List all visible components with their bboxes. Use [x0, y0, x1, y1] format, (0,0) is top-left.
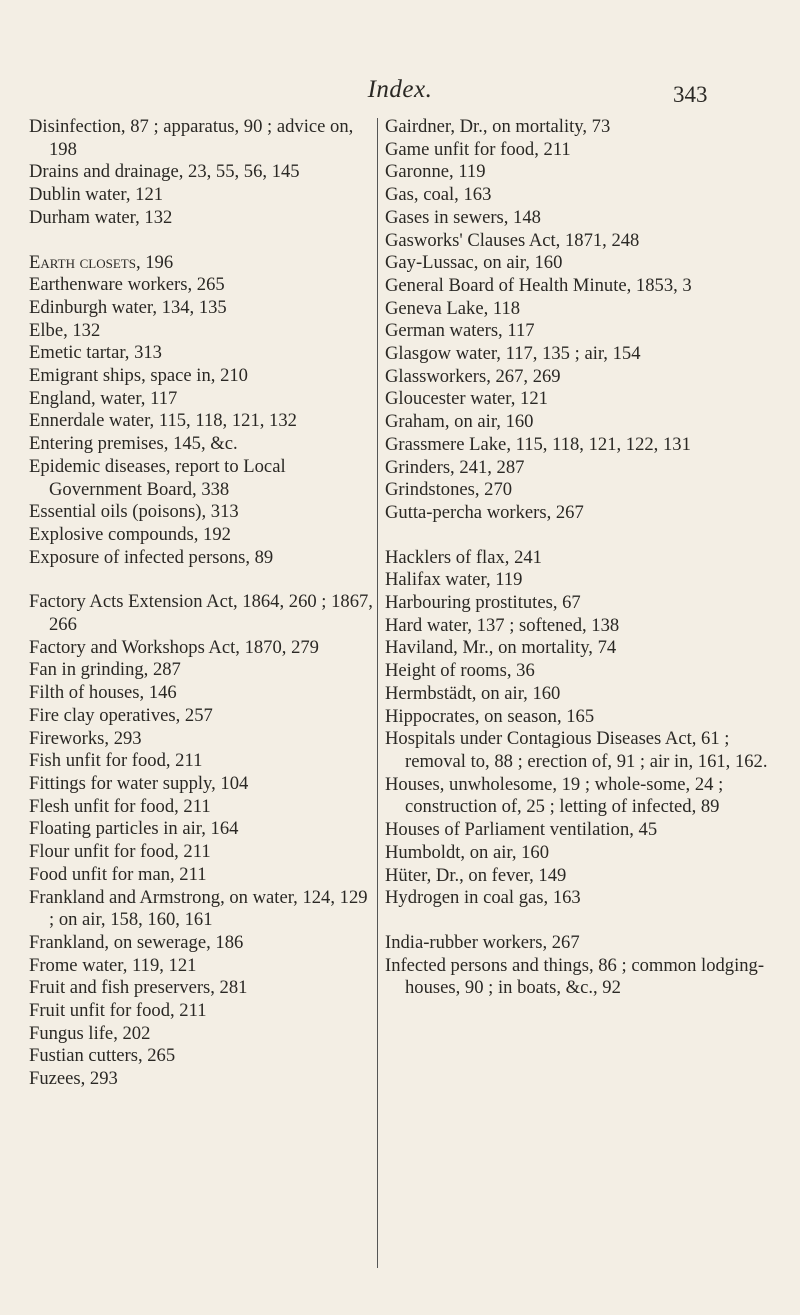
- index-entry: Edinburgh water, 134, 135: [29, 296, 227, 318]
- index-entry: Emigrant ships, space in, 210: [29, 365, 248, 387]
- index-entry: Gay-Lussac, on air, 160: [385, 252, 563, 274]
- index-entry: Humboldt, on air, 160: [385, 841, 550, 863]
- index-entry: Grassmere Lake, 115, 118, 121, 122, 131: [385, 433, 691, 455]
- index-entry: Epidemic diseases, report to Local Government Board, 338: [29, 455, 286, 500]
- index-entry: Gairdner, Dr., on mortality, 73: [385, 116, 611, 137]
- index-section-h: [385, 547, 768, 910]
- index-entry: Garonne, 119: [385, 161, 486, 183]
- index-entry: Graham, on air, 160: [385, 411, 534, 433]
- index-entry: Food unfit for man, 211: [29, 863, 207, 885]
- index-section-i: [385, 932, 768, 1000]
- index-entry: Earth closets, 196: [29, 251, 174, 273]
- index-entry: Fustian cutters, 265: [29, 1045, 176, 1067]
- index-entry: Frankland and Armstrong, on water, 124, 129 ; on air, 158, 160, 161: [29, 886, 368, 931]
- index-entry: Flour unfit for food, 211: [29, 841, 211, 863]
- index-section-g: [385, 116, 768, 525]
- index-entry: Frankland, on sewerage, 186: [29, 931, 244, 953]
- index-entry: Hermbstädt, on air, 160: [385, 682, 561, 704]
- index-entry: Factory and Workshops Act, 1870, 279: [29, 636, 319, 658]
- index-entry: Floating particles in air, 164: [29, 818, 239, 840]
- index-entry: Factory Acts Extension Act, 1864, 260 ; 1867, 266: [29, 591, 373, 636]
- index-entry: Dublin water, 121: [29, 184, 164, 206]
- index-entry: Fuzees, 293: [29, 1068, 118, 1090]
- index-entry: Hospitals under Contagious Diseases Act, 61 ; removal to, 88 ; erection of, 91 ; air in, 161, 162.: [385, 728, 768, 772]
- index-entry: England, water, 117: [29, 387, 178, 409]
- index-entry: Hard water, 137 ; softened, 138: [385, 614, 620, 636]
- index-entry: Glasgow water, 117, 135 ; air, 154: [385, 343, 641, 365]
- index-entry: Gases in sewers, 148: [385, 206, 541, 228]
- index-entry: Gutta-percha workers, 267: [385, 501, 584, 523]
- index-entry: Emetic tartar, 313: [29, 342, 162, 364]
- index-entry: Fire clay operatives, 257: [29, 704, 213, 726]
- index-section-e: [29, 252, 374, 570]
- index-entry: Gloucester water, 121: [385, 388, 548, 410]
- index-entry: Haviland, Mr., on mortality, 74: [385, 637, 617, 659]
- index-entry: Height of rooms, 36: [385, 660, 535, 682]
- right-column: [385, 116, 768, 1022]
- index-entry: Flesh unfit for food, 211: [29, 795, 211, 817]
- index-entry: Hacklers of flax, 241: [385, 546, 542, 568]
- index-entry: Elbe, 132: [29, 319, 101, 341]
- index-entry: Halifax water, 119: [385, 569, 523, 591]
- index-entry: Harbouring prostitutes, 67: [385, 592, 581, 614]
- index-entry: Hippocrates, on season, 165: [385, 705, 595, 727]
- index-entry: Drains and drainage, 23, 55, 56, 145: [29, 161, 300, 183]
- left-column: [29, 116, 374, 1113]
- index-entry: Disinfection, 87 ; apparatus, 90 ; advice on, 198: [29, 116, 354, 160]
- index-entry: Grinders, 241, 287: [385, 456, 525, 478]
- index-entry: Hydrogen in coal gas, 163: [385, 887, 581, 909]
- index-entry: Frome water, 119, 121: [29, 954, 197, 976]
- index-entry: Gasworks' Clauses Act, 1871, 248: [385, 229, 640, 251]
- index-entry: Infected persons and things, 86 ; common lodging-houses, 90 ; in boats, &c., 92: [385, 954, 765, 999]
- index-entry: Explosive compounds, 192: [29, 523, 231, 545]
- index-entry: Exposure of infected persons, 89: [29, 546, 274, 568]
- index-entry: India-rubber workers, 267: [385, 931, 580, 953]
- index-entry: Fittings for water supply, 104: [29, 772, 249, 794]
- index-entry: Essential oils (poisons), 313: [29, 501, 239, 523]
- index-entry: Fish unfit for food, 211: [29, 750, 203, 772]
- index-entry: Earthenware workers, 265: [29, 274, 225, 296]
- page-title: Index.: [367, 76, 433, 103]
- index-entry: Fruit unfit for food, 211: [29, 1000, 207, 1022]
- index-entry: Gas, coal, 163: [385, 184, 492, 206]
- index-entry: Filth of houses, 146: [29, 682, 177, 704]
- index-entry: Fan in grinding, 287: [29, 659, 181, 681]
- index-entry: Geneva Lake, 118: [385, 297, 521, 319]
- index-entry: General Board of Health Minute, 1853, 3: [385, 274, 692, 296]
- index-entry: Grindstones, 270: [385, 479, 513, 501]
- index-entry: Fruit and fish preservers, 281: [29, 977, 248, 999]
- page-number: 343: [673, 82, 708, 107]
- index-section-f: [29, 591, 374, 1090]
- index-entry: Fireworks, 293: [29, 727, 142, 749]
- index-entry: Houses of Parliament ventilation, 45: [385, 819, 658, 841]
- index-entry: German waters, 117: [385, 320, 535, 342]
- index-entry: Hüter, Dr., on fever, 149: [385, 864, 567, 886]
- index-entry: Fungus life, 202: [29, 1022, 151, 1044]
- index-entry: Glassworkers, 267, 269: [385, 365, 561, 387]
- index-entry: Houses, unwholesome, 19 ; whole-some, 24 ; construction of, 25 ; letting of infected, 89: [385, 773, 724, 818]
- index-entry: Entering premises, 145, &c.: [29, 433, 238, 455]
- index-entry: Game unfit for food, 211: [385, 138, 571, 160]
- index-section-d: [29, 116, 374, 230]
- index-entry: Durham water, 132: [29, 206, 173, 228]
- index-entry: Ennerdale water, 115, 118, 121, 132: [29, 410, 297, 432]
- column-divider: [377, 118, 378, 1268]
